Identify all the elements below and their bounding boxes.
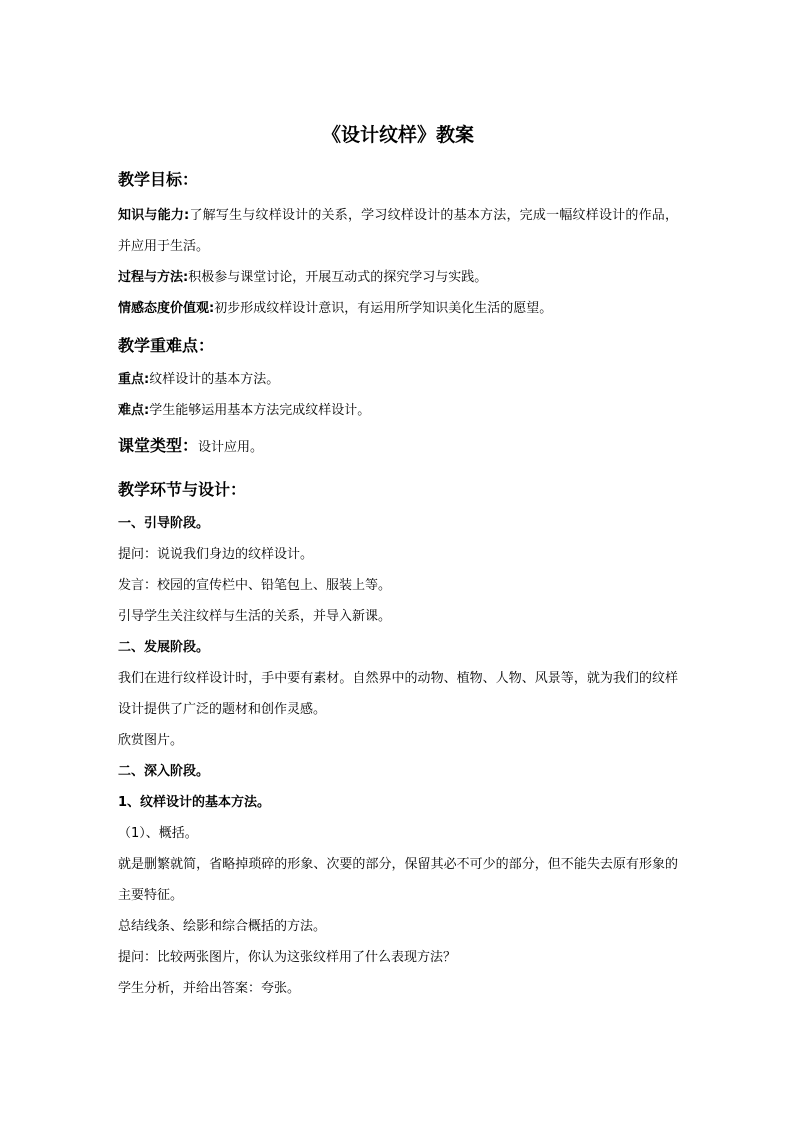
key-points-heading: 教学重难点：	[118, 336, 215, 355]
process-heading: 教学环节与设计：	[118, 480, 247, 499]
difficult-paragraph	[118, 395, 678, 426]
emotion-paragraph	[118, 293, 678, 324]
key-label: 重点:	[118, 372, 150, 387]
document-body	[118, 118, 678, 1004]
difficult-text: 学生能够运用基本方法完成纹样设计。	[149, 403, 371, 418]
stage2-line2: 欣赏图片。	[118, 733, 184, 748]
stage1-line3: 引导学生关注纹样与生活的关系，并导入新课。	[118, 609, 392, 624]
method-title: 1、纹样设计的基本方法。	[118, 795, 271, 810]
document-title: 《设计纹样》教案	[321, 124, 474, 146]
method-item1: （1）、概括。	[118, 826, 198, 841]
question-line: 提问：比较两张图片，你认为这张纹样用了什么表现方法？	[118, 950, 457, 965]
objectives-heading: 教学目标：	[118, 170, 199, 189]
stage1-title: 一、引导阶段。	[118, 516, 210, 531]
key-text: 纹样设计的基本方法。	[149, 372, 280, 387]
class-type-heading	[118, 434, 678, 460]
process-label: 过程与方法:	[118, 270, 189, 285]
answer-line: 学生分析，并给出答案：夸张。	[118, 981, 301, 996]
knowledge-label: 知识与能力:	[118, 208, 190, 223]
stage1-line2: 发言：校园的宣传栏中、铅笔包上、服装上等。	[118, 578, 392, 593]
stage2-line1: 我们在进行纹样设计时，手中要有素材。自然界中的动物、植物、人物、风景等，就为我们的纹样设计提供了广泛的题材和创作灵感。	[118, 671, 678, 717]
process-text: 积极参与课堂讨论，开展互动式的探究学习与实践。	[188, 270, 488, 285]
key-paragraph	[118, 364, 678, 395]
class-type-label: 课堂类型：	[118, 436, 199, 455]
stage2-title: 二、发展阶段。	[118, 640, 210, 655]
knowledge-text: 了解写生与纹样设计的关系，学习纹样设计的基本方法，完成一幅纹样设计的作品，并应用于生活。	[118, 208, 678, 254]
stage3-title: 二、深入阶段。	[118, 764, 210, 779]
method-summary: 总结线条、绘影和综合概括的方法。	[118, 919, 327, 934]
process-paragraph	[118, 262, 678, 293]
difficult-label: 难点:	[118, 403, 150, 418]
class-type-text: 设计应用。	[198, 440, 264, 455]
stage1-line1: 提问：说说我们身边的纹样设计。	[118, 547, 314, 562]
knowledge-paragraph	[118, 200, 678, 262]
method-item1-text: 就是删繁就简，省略掉琐碎的形象、次要的部分，保留其必不可少的部分，但不能失去原有形象的主要特征。	[118, 857, 678, 903]
emotion-text: 初步形成纹样设计意识，有运用所学知识美化生活的愿望。	[214, 301, 553, 316]
emotion-label: 情感态度价值观:	[118, 301, 215, 316]
